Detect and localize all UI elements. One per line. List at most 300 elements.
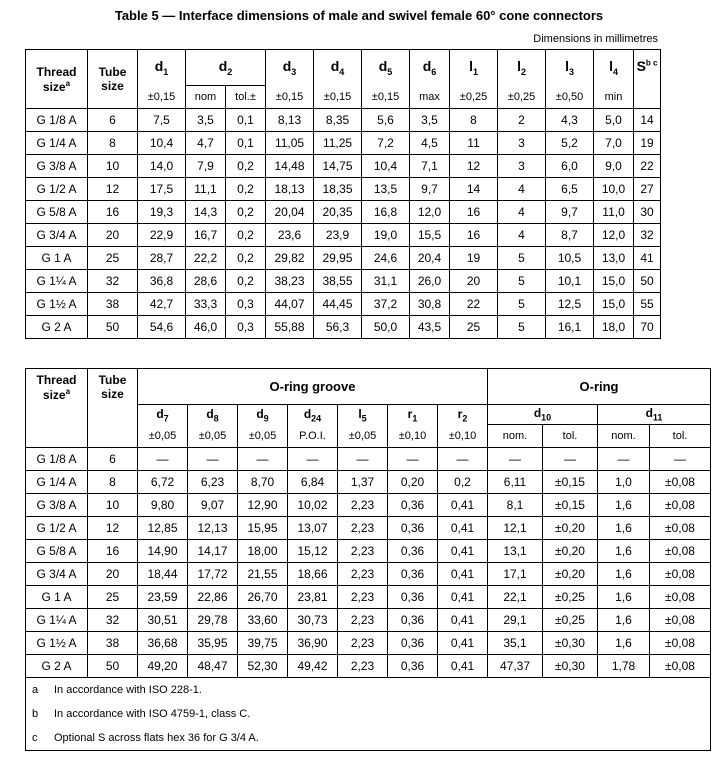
table-cell: 50 <box>88 316 138 339</box>
table-cell: 0,41 <box>438 632 488 655</box>
table-row <box>26 655 711 678</box>
table-cell: 6,11 <box>488 471 543 494</box>
table-cell: 12 <box>450 155 498 178</box>
table-cell: 0,36 <box>388 655 438 678</box>
table-cell: 0,41 <box>438 540 488 563</box>
table-1-body <box>26 109 661 339</box>
table-cell: 4,5 <box>410 132 450 155</box>
table-cell: 2,23 <box>338 632 388 655</box>
table-cell: 14,75 <box>314 155 362 178</box>
table-cell: 18,44 <box>138 563 188 586</box>
table-cell: 19 <box>450 247 498 270</box>
table-cell: 2,23 <box>338 540 388 563</box>
table-cell: 10,02 <box>288 494 338 517</box>
table-cell: — <box>138 448 188 471</box>
table-row <box>26 517 711 540</box>
header-d1: $d_1$ <box>138 50 186 86</box>
header-tube-size: Tube size <box>88 50 138 109</box>
table-cell: 29,82 <box>266 247 314 270</box>
table-cell: 15,0 <box>594 293 634 316</box>
table-cell: 4,3 <box>546 109 594 132</box>
table-cell: 0,41 <box>438 494 488 517</box>
table-cell: 6,72 <box>138 471 188 494</box>
table-cell: 50,0 <box>362 316 410 339</box>
table-cell: 0,36 <box>388 540 438 563</box>
table-cell: 8,7 <box>546 224 594 247</box>
table-row <box>26 132 661 155</box>
table-row <box>26 316 661 339</box>
table-cell: 30 <box>634 201 661 224</box>
header-d24: $d_{24}$ <box>288 405 338 425</box>
dimensions-table-1 <box>25 49 661 339</box>
table-cell: G 3/8 A <box>26 155 88 178</box>
table-cell: 17,1 <box>488 563 543 586</box>
table-cell: 13,0 <box>594 247 634 270</box>
table-cell: 9,0 <box>594 155 634 178</box>
table-cell: 9,07 <box>188 494 238 517</box>
table-cell: 1,6 <box>598 540 650 563</box>
table-cell: 22,86 <box>188 586 238 609</box>
table-cell: 2,23 <box>338 494 388 517</box>
table-cell: G 1½ A <box>26 632 88 655</box>
table-cell: 15,0 <box>594 270 634 293</box>
table-row <box>26 247 661 270</box>
table-cell: 9,7 <box>410 178 450 201</box>
table-cell: ±0,25 <box>543 586 598 609</box>
table-cell: 14,0 <box>138 155 186 178</box>
table-cell: ±0,30 <box>543 632 598 655</box>
table-row <box>26 155 661 178</box>
table-cell: 14 <box>634 109 661 132</box>
table-cell: 7,2 <box>362 132 410 155</box>
table-cell: 0,41 <box>438 517 488 540</box>
table-cell: 23,81 <box>288 586 338 609</box>
footnote-text: In accordance with ISO 228-1. <box>54 684 202 696</box>
table-cell: G 3/4 A <box>26 224 88 247</box>
table-cell: G 3/4 A <box>26 563 88 586</box>
table-cell: 6,23 <box>188 471 238 494</box>
header-oring: O-ring <box>488 369 711 405</box>
table-cell: 1,0 <box>598 471 650 494</box>
footnotes <box>26 678 711 751</box>
table-cell: 3 <box>498 132 546 155</box>
table-cell: 55 <box>634 293 661 316</box>
table-cell: 15,5 <box>410 224 450 247</box>
table-cell: 5 <box>498 293 546 316</box>
table-cell: 0,36 <box>388 517 438 540</box>
header-thread-size-2: Thread size$^a$ <box>26 369 88 448</box>
table-cell: 21,55 <box>238 563 288 586</box>
table-cell: G 3/8 A <box>26 494 88 517</box>
table-cell: 14,48 <box>266 155 314 178</box>
table-cell: 44,45 <box>314 293 362 316</box>
table-cell: 26,70 <box>238 586 288 609</box>
table-cell: G 2 A <box>26 655 88 678</box>
table-cell: G 5/8 A <box>26 540 88 563</box>
table-cell: 23,9 <box>314 224 362 247</box>
table-cell: 16 <box>88 540 138 563</box>
table-cell: 8,13 <box>266 109 314 132</box>
tolerance-row-2: ±0,05 ±0,05 ±0,05 P.O.I. ±0,05 ±0,10 ±0,10 nom. tol. nom. tol. <box>26 425 711 448</box>
table-cell: G 1/8 A <box>26 109 88 132</box>
header-s: $S^{b c}$ <box>634 50 661 109</box>
header-d11: $d_{11}$ <box>598 405 711 425</box>
table-cell: 8 <box>450 109 498 132</box>
table-cell: ±0,08 <box>650 494 711 517</box>
table-cell: 20 <box>88 563 138 586</box>
table-cell: 11,05 <box>266 132 314 155</box>
table-cell: 49,20 <box>138 655 188 678</box>
table-cell: 11,25 <box>314 132 362 155</box>
table-cell: 13,5 <box>362 178 410 201</box>
table-cell: ±0,08 <box>650 586 711 609</box>
table-row <box>26 201 661 224</box>
table-cell: 0,20 <box>388 471 438 494</box>
table-cell: 39,75 <box>238 632 288 655</box>
header-l4: $l_4$ <box>594 50 634 86</box>
table-cell: 1,6 <box>598 632 650 655</box>
table-cell: 10,4 <box>138 132 186 155</box>
table-cell: 16,8 <box>362 201 410 224</box>
table-cell: 22,9 <box>138 224 186 247</box>
table-cell: 56,3 <box>314 316 362 339</box>
table-cell: 6,0 <box>546 155 594 178</box>
table-cell: 35,95 <box>188 632 238 655</box>
table-cell: 36,90 <box>288 632 338 655</box>
table-cell: 16,1 <box>546 316 594 339</box>
table-cell: 55,88 <box>266 316 314 339</box>
table-cell: 12,1 <box>488 517 543 540</box>
table-cell: — <box>188 448 238 471</box>
table-cell: 16 <box>450 224 498 247</box>
table-cell: 12,85 <box>138 517 188 540</box>
table-cell: 5 <box>498 247 546 270</box>
header-thread-size: Thread size$^a$ <box>26 50 88 109</box>
table-cell: 11 <box>450 132 498 155</box>
table-cell: 24,6 <box>362 247 410 270</box>
table-row <box>26 293 661 316</box>
table-cell: 0,2 <box>226 270 266 293</box>
table-cell: 1,78 <box>598 655 650 678</box>
table-cell: 12,90 <box>238 494 288 517</box>
table-cell: 2,23 <box>338 517 388 540</box>
table-cell: 14 <box>450 178 498 201</box>
table-cell: ±0,20 <box>543 517 598 540</box>
table-cell: 6 <box>88 448 138 471</box>
table-cell: 4 <box>498 178 546 201</box>
table-row <box>26 109 661 132</box>
table-cell: 17,5 <box>138 178 186 201</box>
table-cell: — <box>288 448 338 471</box>
table-cell: 9,7 <box>546 201 594 224</box>
table-cell: — <box>238 448 288 471</box>
table-cell: 22,1 <box>488 586 543 609</box>
table-cell: 20,35 <box>314 201 362 224</box>
table-cell: 29,1 <box>488 609 543 632</box>
table-cell: 1,6 <box>598 517 650 540</box>
footnote-mark: c <box>32 732 38 744</box>
table-cell: 47,37 <box>488 655 543 678</box>
table-cell: 32 <box>88 609 138 632</box>
table-cell: 10,4 <box>362 155 410 178</box>
table-cell: 4,7 <box>186 132 226 155</box>
table-cell: 12,0 <box>594 224 634 247</box>
table-cell: 18,0 <box>594 316 634 339</box>
table-cell: 0,36 <box>388 586 438 609</box>
table-cell: 14,90 <box>138 540 188 563</box>
table-cell: 43,5 <box>410 316 450 339</box>
table-cell: 38 <box>88 293 138 316</box>
table-cell: 0,2 <box>226 155 266 178</box>
table-cell: 1,6 <box>598 563 650 586</box>
table-cell: 2,23 <box>338 655 388 678</box>
units-note: Dimensions in millimetres <box>533 33 658 45</box>
table-cell: 32 <box>88 270 138 293</box>
table-cell: 8 <box>88 132 138 155</box>
table-cell: 5,6 <box>362 109 410 132</box>
table-cell: ±0,08 <box>650 632 711 655</box>
table-cell: 0,36 <box>388 494 438 517</box>
table-cell: G 5/8 A <box>26 201 88 224</box>
header-r1: $r_1$ <box>388 405 438 425</box>
table-cell: 13,07 <box>288 517 338 540</box>
table-cell: — <box>438 448 488 471</box>
table-cell: ±0,08 <box>650 517 711 540</box>
table-cell: G 1/4 A <box>26 471 88 494</box>
table-cell: 1,6 <box>598 609 650 632</box>
table-row <box>26 270 661 293</box>
footnote-text: In accordance with ISO 4759-1, class C. <box>54 708 251 720</box>
table-cell: 17,72 <box>188 563 238 586</box>
table-cell: 7,9 <box>186 155 226 178</box>
table-cell: 44,07 <box>266 293 314 316</box>
table-cell: 6,5 <box>546 178 594 201</box>
table-cell: 36,68 <box>138 632 188 655</box>
table-cell: — <box>338 448 388 471</box>
table-cell: 3,5 <box>410 109 450 132</box>
table-cell: 30,51 <box>138 609 188 632</box>
table-cell: 29,95 <box>314 247 362 270</box>
header-r2: $r_2$ <box>438 405 488 425</box>
footnote-text: Optional S across flats hex 36 for G 3/4 A. <box>54 732 259 744</box>
table-cell: 5 <box>498 316 546 339</box>
table-cell: 23,59 <box>138 586 188 609</box>
table-cell: 42,7 <box>138 293 186 316</box>
table-cell: 8,70 <box>238 471 288 494</box>
table-cell: 37,2 <box>362 293 410 316</box>
table-cell: 0,2 <box>226 224 266 247</box>
table-cell: 0,3 <box>226 293 266 316</box>
header-d3: $d_3$ <box>266 50 314 86</box>
table-cell: 20,4 <box>410 247 450 270</box>
table-cell: 3,5 <box>186 109 226 132</box>
table-cell: 20,04 <box>266 201 314 224</box>
dimensions-table-2 <box>25 368 711 751</box>
table-cell: 0,2 <box>438 471 488 494</box>
header-d4: $d_4$ <box>314 50 362 86</box>
table-cell: 18,66 <box>288 563 338 586</box>
table-2-body <box>26 448 711 678</box>
table-cell: 8 <box>88 471 138 494</box>
table-title: Table 5 — Interface dimensions of male and swivel female 60° cone connectors <box>114 8 604 23</box>
table-cell: G 1 A <box>26 247 88 270</box>
table-cell: ±0,20 <box>543 540 598 563</box>
table-cell: 33,3 <box>186 293 226 316</box>
table-cell: 30,8 <box>410 293 450 316</box>
tolerance-row: ±0,15 nom tol.± ±0,15 ±0,15 ±0,15 max ±0,25 ±0,25 ±0,50 min <box>26 86 661 109</box>
header-tube-size-2: Tube size <box>88 369 138 448</box>
table-cell: 28,6 <box>186 270 226 293</box>
table-cell: G 1 A <box>26 586 88 609</box>
table-cell: 50 <box>634 270 661 293</box>
table-cell: 25 <box>88 247 138 270</box>
table-cell: 38,55 <box>314 270 362 293</box>
table-row <box>26 540 711 563</box>
table-cell: 0,36 <box>388 563 438 586</box>
header-d5: $d_5$ <box>362 50 410 86</box>
table-cell: 10,5 <box>546 247 594 270</box>
table-cell: 25 <box>88 586 138 609</box>
footnote-row <box>26 702 711 726</box>
table-cell: G 1¼ A <box>26 609 88 632</box>
table-cell: 1,6 <box>598 494 650 517</box>
table-row <box>26 494 711 517</box>
table-cell: 30,73 <box>288 609 338 632</box>
table-cell: 19,3 <box>138 201 186 224</box>
table-cell: 8,35 <box>314 109 362 132</box>
table-cell: ±0,25 <box>543 609 598 632</box>
footnote-row <box>26 678 711 703</box>
table-cell: ±0,08 <box>650 655 711 678</box>
table-cell: ±0,08 <box>650 563 711 586</box>
table-cell: 2,23 <box>338 586 388 609</box>
table-cell: 13,1 <box>488 540 543 563</box>
table-cell: 12,0 <box>410 201 450 224</box>
table-cell: ±0,08 <box>650 540 711 563</box>
table-cell: 7,5 <box>138 109 186 132</box>
table-cell: 12 <box>88 178 138 201</box>
table-cell: 41 <box>634 247 661 270</box>
table-cell: ±0,15 <box>543 471 598 494</box>
table-cell: 19,0 <box>362 224 410 247</box>
table-cell: 0,41 <box>438 586 488 609</box>
table-cell: ±0,08 <box>650 471 711 494</box>
header-l5: $l_5$ <box>338 405 388 425</box>
table-cell: 18,13 <box>266 178 314 201</box>
table-cell: 16 <box>450 201 498 224</box>
table-cell: G 2 A <box>26 316 88 339</box>
table-cell: 10,0 <box>594 178 634 201</box>
table-cell: ±0,15 <box>543 494 598 517</box>
table-cell: 9,80 <box>138 494 188 517</box>
table-cell: 19 <box>634 132 661 155</box>
table-cell: — <box>650 448 711 471</box>
header-d10: $d_{10}$ <box>488 405 598 425</box>
footnote-row <box>26 726 711 751</box>
header-l3: $l_3$ <box>546 50 594 86</box>
table-cell: 20 <box>88 224 138 247</box>
table-cell: 12,5 <box>546 293 594 316</box>
table-cell: 5,0 <box>594 109 634 132</box>
table-cell: 54,6 <box>138 316 186 339</box>
table-cell: 20 <box>450 270 498 293</box>
table-row <box>26 586 711 609</box>
table-cell: G 1½ A <box>26 293 88 316</box>
table-cell: 36,8 <box>138 270 186 293</box>
table-cell: ±0,30 <box>543 655 598 678</box>
table-cell: 0,1 <box>226 109 266 132</box>
table-cell: 0,3 <box>226 316 266 339</box>
table-cell: 52,30 <box>238 655 288 678</box>
table-row <box>26 632 711 655</box>
table-cell: 26,0 <box>410 270 450 293</box>
table-row <box>26 224 661 247</box>
table-cell: 3 <box>498 155 546 178</box>
table-cell: 16,7 <box>186 224 226 247</box>
table-cell: 22 <box>634 155 661 178</box>
table-cell: 5,2 <box>546 132 594 155</box>
table-cell: 22 <box>450 293 498 316</box>
table-cell: 12 <box>88 517 138 540</box>
table-cell: G 1/2 A <box>26 178 88 201</box>
table-cell: 29,78 <box>188 609 238 632</box>
table-cell: 0,36 <box>388 609 438 632</box>
table-cell: 6,84 <box>288 471 338 494</box>
table-cell: — <box>543 448 598 471</box>
table-cell: 5 <box>498 270 546 293</box>
header-l2: $l_2$ <box>498 50 546 86</box>
table-row <box>26 471 711 494</box>
table-cell: ±0,20 <box>543 563 598 586</box>
table-cell: 0,41 <box>438 563 488 586</box>
table-cell: 70 <box>634 316 661 339</box>
table-cell: 15,95 <box>238 517 288 540</box>
header-d2: $d_2$ <box>186 50 266 86</box>
header-d9: $d_9$ <box>238 405 288 425</box>
table-cell: 0,41 <box>438 609 488 632</box>
table-cell: 0,1 <box>226 132 266 155</box>
table-cell: G 1/8 A <box>26 448 88 471</box>
footnote <box>26 702 711 726</box>
table-cell: 7,1 <box>410 155 450 178</box>
table-cell: G 1/4 A <box>26 132 88 155</box>
footnote <box>26 678 711 703</box>
table-cell: 0,2 <box>226 201 266 224</box>
table-cell: G 1¼ A <box>26 270 88 293</box>
table-cell: 49,42 <box>288 655 338 678</box>
header-d8: $d_8$ <box>188 405 238 425</box>
table-cell: — <box>598 448 650 471</box>
table-cell: 0,2 <box>226 247 266 270</box>
table-cell: 0,36 <box>388 632 438 655</box>
table-cell: 11,1 <box>186 178 226 201</box>
table-cell: 8,1 <box>488 494 543 517</box>
table-cell: 11,0 <box>594 201 634 224</box>
table-cell: 10 <box>88 494 138 517</box>
table-cell: 18,00 <box>238 540 288 563</box>
table-cell: 6 <box>88 109 138 132</box>
footnote-mark: b <box>32 708 39 720</box>
table-cell: 50 <box>88 655 138 678</box>
footnote <box>26 726 711 751</box>
table-cell: 15,12 <box>288 540 338 563</box>
header-d7: $d_7$ <box>138 405 188 425</box>
table-cell: 14,3 <box>186 201 226 224</box>
table-cell: 22,2 <box>186 247 226 270</box>
table-cell: — <box>488 448 543 471</box>
table-row <box>26 448 711 471</box>
table-cell: 32 <box>634 224 661 247</box>
